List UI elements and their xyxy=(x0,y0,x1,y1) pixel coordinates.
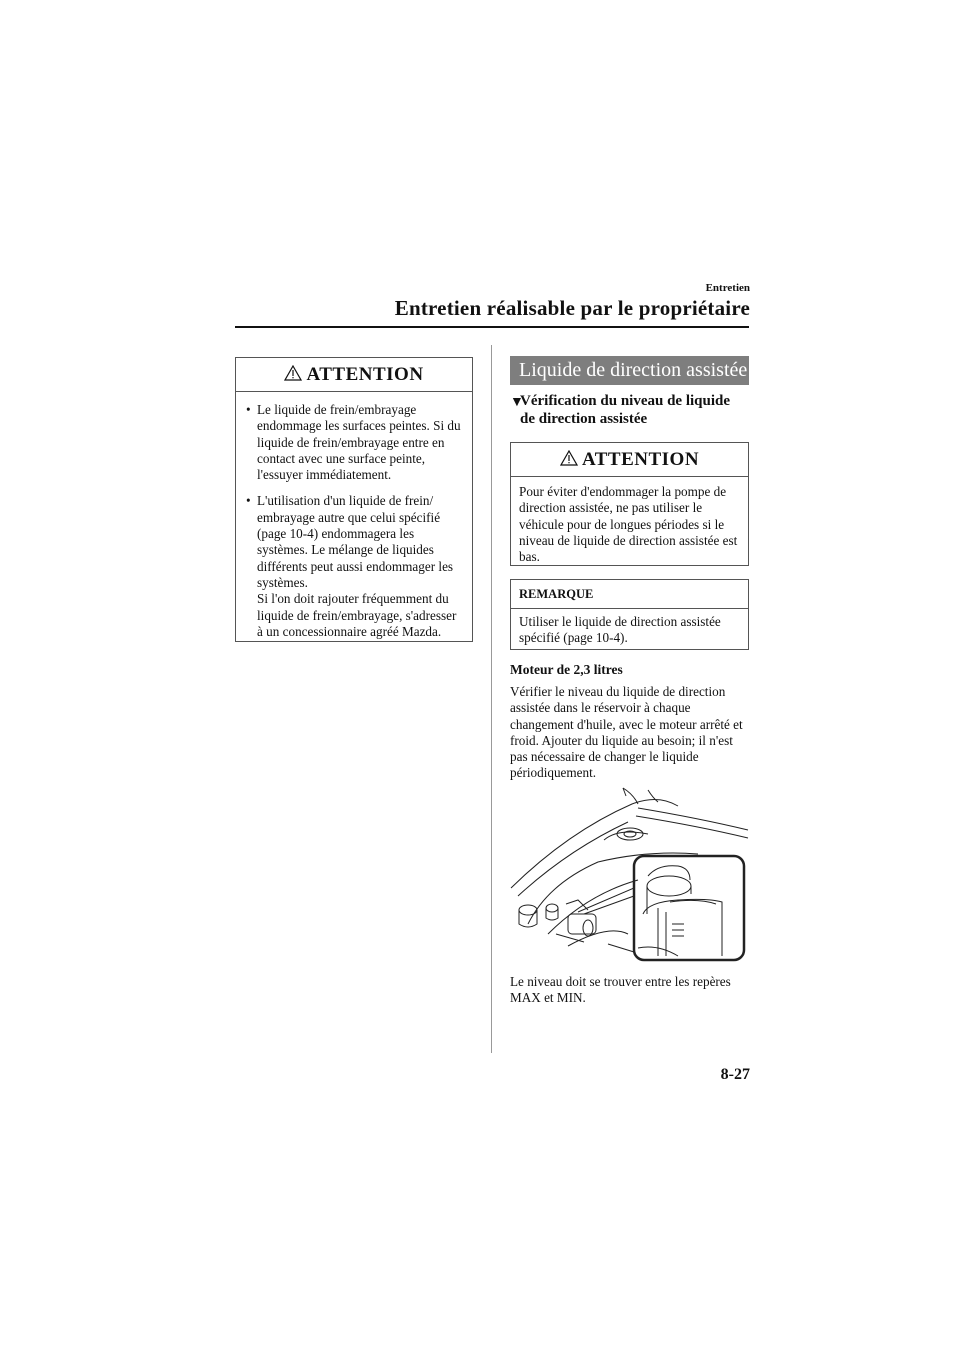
engine-paragraph: Vérifier le niveau du liquide de direction assistée dans le réservoir à chaque changement d'huile, avec le moteur arrêté et froid. Ajouter du liquide au besoin; il n'est pas nécessaire de changer le liquide périodiquement. xyxy=(510,684,743,781)
chapter-label: Entretien xyxy=(705,282,750,294)
attention-box-power-steering xyxy=(510,442,749,566)
note-title: REMARQUE xyxy=(511,580,748,609)
attention-title: ATTENTION xyxy=(306,364,424,385)
subsection-heading xyxy=(510,392,750,428)
engine-heading: Moteur de 2,3 litres xyxy=(510,662,623,677)
section-title: Entretien réalisable par le propriétaire xyxy=(394,296,750,320)
attention-box-brake-fluid xyxy=(235,357,473,642)
attention-item: • Le liquide de frein/embrayage endommage les surfaces peintes. Si du liquide de frein/embrayage entre en contact avec une surface peinte, l'essuyer immédiatement. xyxy=(246,402,464,483)
subsection-title: Vérification du niveau de liquide de direction assistée xyxy=(520,393,731,427)
attention-header xyxy=(236,358,472,392)
header-rule xyxy=(235,326,749,328)
page-number: 8-27 xyxy=(720,1066,750,1083)
attention-title: ATTENTION xyxy=(581,449,700,470)
section-banner: Liquide de direction assistée xyxy=(510,356,749,385)
column-divider xyxy=(491,345,492,1053)
note-box xyxy=(510,579,749,650)
reservoir-illustration xyxy=(508,784,750,964)
note-text: Utiliser le liquide de direction assistée spécifié (page 10-4). xyxy=(519,614,721,646)
attention-header xyxy=(511,443,748,477)
warning-triangle-icon xyxy=(560,444,578,477)
attention-text: Pour éviter d'endommager la pompe de direction assistée, ne pas utiliser le véhicule pour de longues périodes si le niveau de liquide de direction assistée est bas. xyxy=(519,484,738,565)
attention-list xyxy=(236,392,472,640)
attention-item: • L'utilisation d'un liquide de frein/ embrayage autre que celui spécifié (page 10-4) endommagera les systèmes. Le mélange de liquides différents peut aussi endommager les systèmes. Si l'on doit rajouter fréquemment du liquide de frein/embrayage, s'adresser à un concessionnaire agréé Mazda. xyxy=(246,493,464,640)
triangle-down-icon: ▼ xyxy=(510,395,524,410)
warning-triangle-icon xyxy=(284,359,302,392)
illustration-caption: Le niveau doit se trouver entre les repères MAX et MIN. xyxy=(510,974,731,1006)
